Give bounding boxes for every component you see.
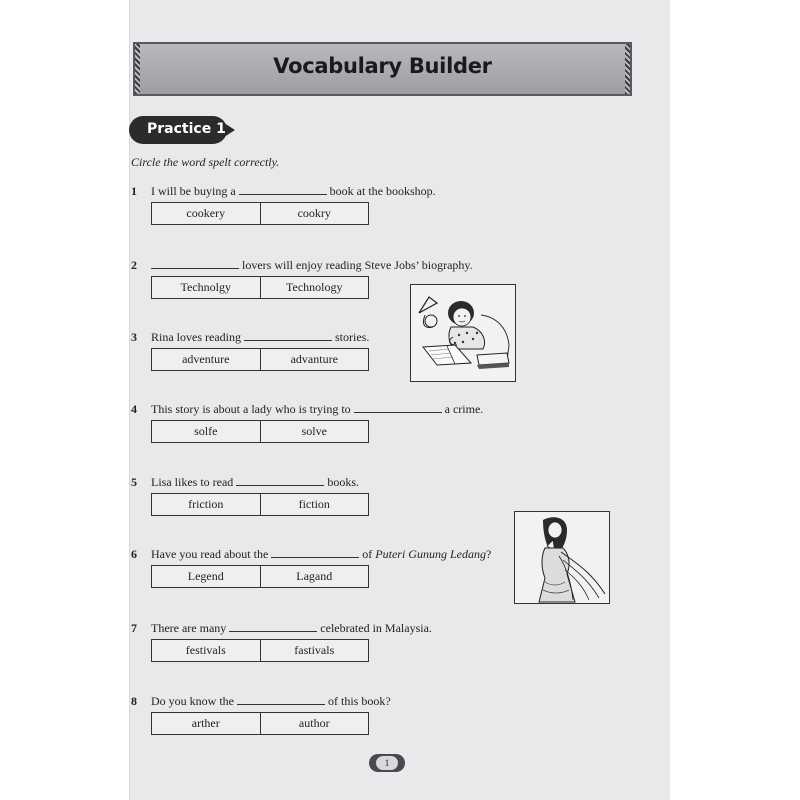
question-number: 2 (131, 258, 137, 272)
practice-badge (129, 116, 241, 144)
option-a[interactable]: arther (191, 716, 220, 730)
question-6 (129, 547, 529, 627)
option-box (151, 639, 369, 662)
option-box (151, 712, 369, 735)
option-box (151, 493, 369, 516)
girl-reading-book-illustration (410, 284, 516, 382)
question-sentence: This story is about a lady who is trying to a crime. (151, 402, 484, 416)
option-b[interactable]: fastivals (260, 640, 369, 661)
option-a[interactable]: cookery (186, 206, 226, 220)
answer-blank (244, 330, 332, 341)
practice-label: Practice 1 (147, 121, 226, 137)
option-b[interactable]: Technology (260, 277, 369, 298)
option-box (151, 565, 369, 588)
option-b[interactable]: solve (260, 421, 369, 442)
woman-in-traditional-dress-illustration (514, 511, 610, 604)
option-b[interactable]: cookry (260, 203, 369, 224)
option-box (151, 202, 369, 225)
answer-blank (354, 402, 442, 413)
option-a[interactable]: friction (188, 497, 224, 511)
page-number-badge (369, 754, 405, 772)
question-sentence: Have you read about the of Puteri Gunung Ledang? (151, 547, 492, 561)
answer-blank (271, 547, 359, 558)
question-number: 6 (131, 547, 137, 561)
option-box (151, 348, 369, 371)
question-sentence: Lisa likes to read books. (151, 475, 359, 489)
question-number: 4 (131, 402, 137, 416)
answer-blank (239, 184, 327, 195)
option-b[interactable]: author (260, 713, 369, 734)
answer-blank (237, 694, 325, 705)
option-a[interactable]: Legend (187, 569, 224, 583)
question-number: 5 (131, 475, 137, 489)
woman-traditional-dress-icon (515, 512, 609, 603)
question-sentence: lovers will enjoy reading Steve Jobs’ biography. (151, 258, 473, 273)
question-sentence: Rina loves reading stories. (151, 330, 370, 344)
option-b[interactable]: fiction (260, 494, 369, 515)
option-box (151, 276, 369, 299)
answer-blank (229, 621, 317, 632)
question-sentence: Do you know the of this book? (151, 694, 391, 708)
question-1 (129, 184, 529, 264)
question-number: 7 (131, 621, 137, 635)
girl-reading-icon (411, 285, 515, 381)
title-banner (133, 42, 632, 96)
answer-blank (151, 258, 239, 269)
option-a[interactable]: Technolgy (180, 280, 231, 294)
instruction-text: Circle the word spelt correctly. (131, 155, 280, 169)
question-8 (129, 694, 529, 774)
question-sentence: I will be buying a book at the bookshop. (151, 184, 436, 198)
worksheet-page (129, 0, 670, 800)
option-b[interactable]: advanture (260, 349, 369, 370)
option-a[interactable]: festivals (185, 643, 226, 657)
question-7 (129, 621, 529, 701)
page-title: Vocabulary Builder (273, 54, 492, 78)
option-b[interactable]: Lagand (260, 566, 369, 587)
question-number: 1 (131, 184, 137, 198)
question-number: 3 (131, 330, 137, 344)
option-a[interactable]: solfe (194, 424, 218, 438)
option-box (151, 420, 369, 443)
page-number: 1 (376, 756, 398, 770)
answer-blank (236, 475, 324, 486)
question-sentence: There are many celebrated in Malaysia. (151, 621, 432, 635)
question-5 (129, 475, 529, 555)
option-a[interactable]: adventure (182, 352, 230, 366)
question-4 (129, 402, 529, 482)
question-number: 8 (131, 694, 137, 708)
